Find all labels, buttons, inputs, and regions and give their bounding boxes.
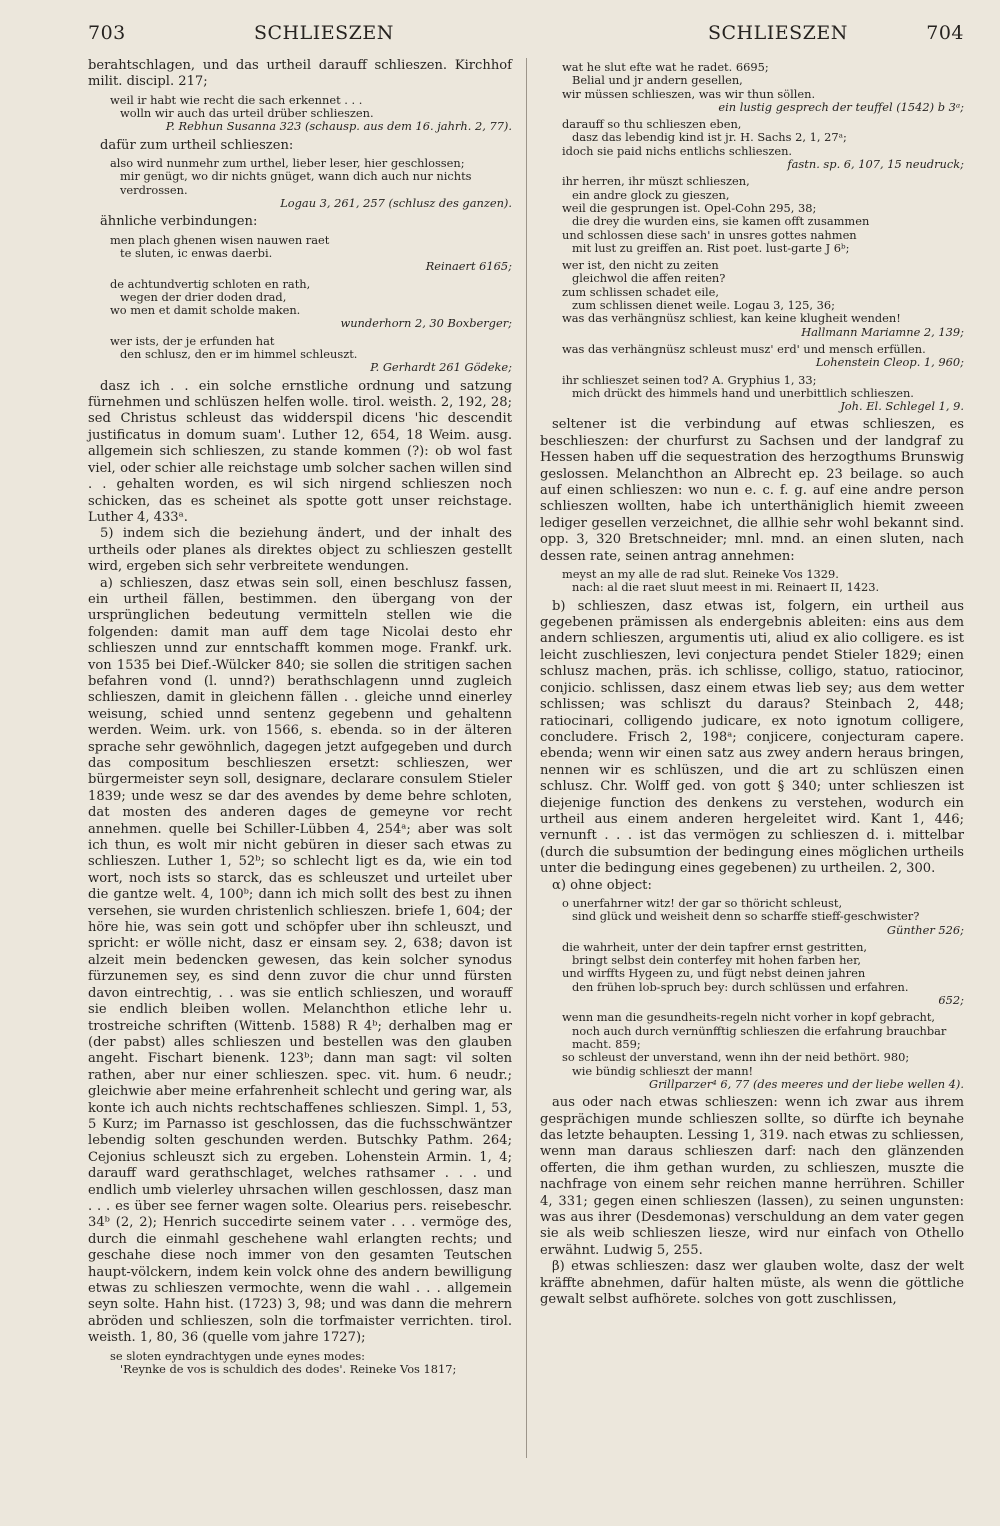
verse-quotation (562, 61, 964, 114)
quotation-line: ihr schlieszet seinen tod? A. Gryphius 1, 33; (562, 372, 817, 387)
entry-paragraph: dafür zum urtheil schlieszen: (100, 137, 294, 153)
quotation-source: Logau 3, 261, 257 (schlusz des ganzen). (280, 196, 512, 210)
quotation-line: und wirffts Hygeen zu, und fügt nebst deinen jahren (562, 966, 866, 981)
quotation-source: fastn. sp. 6, 107, 15 neudruck; (787, 157, 964, 172)
page-number-left: 703 (88, 22, 126, 44)
quotation-line: zum schlissen schadet eile, (562, 284, 719, 299)
verse-quotation (562, 568, 964, 595)
quotation-line: sind glück und weisheit denn so scharffe stieff-geschwister? (572, 909, 920, 924)
quotation-source: P. Rebhun Susanna 323 (schausp. aus dem 16. jahrh. 2, 77). (165, 119, 512, 134)
quotation-line: zum schlissen dienet weile. Logau 3, 125, 36; (572, 298, 835, 313)
quotation-line: wenn man die gesundheits-regeln nicht vorher in kopf gebracht, (562, 1010, 936, 1025)
verse-quotation (562, 343, 964, 370)
quotation-line: wer ists, der je erfunden hat (110, 333, 275, 348)
entry-paragraph: a) schlieszen, dasz etwas sein soll, einen beschlusz fassen, ein urtheil fällen, bestimmen. den übergang von der ursprünglichen bedeutung vermitteln stellen wie die folgenden: damit man auff dem tage Nicolai desto ehr schlieszen unnd zur enntschafft kommen moge. Frankf. urk. von 1535 bei Dief.-Wülcker 840; sie sollen die stritigen sachen befahren vond (l. unnd?) berathschlagenn unnd zugleich schlieszen, damit in gleichenn fällen . . gleiche unnd einerley weisung, schied unnd sentenz gegebenn und gehaltenn werden. Weim. urk. von 1566, s. ebenda. so in der älteren sprache sehr gewöhnlich, dagegen jetzt aufgegeben und durch das compositum beschlieszen ersetzt: schlieszen, wer bürgermeister seyn soll, designare, declarare consulem Stieler 1839; unde wesz se dar des avendes by deme behre schloten, dat mosten des anderen dages de gemeyne vor recht annehmen. quelle bei Schiller-Lübben 4, 254ᵃ; aber was solt ich thun, es wolt mir nicht gebüren in dieser sach etwas zu schlieszen. Luther 1, 52ᵇ; so schlecht ligt es da, wie ein tod wort, noch ists so starck, das es schleuszet und urteilet uber die gantze welt. 4, 100ᵇ; dann ich mich sollt des best zu ihnen versehen, sie wurden christenlich schlieszen. briefe 1, 604; der höre hie, was sein gott und schöpfer uber ihn schleuszt, und spricht: er wölle nicht, dasz er einsam sey. 2, 638; davon ist alzeit mein bedencken gewesen, das kein solcher synodus fürzunemen sey, es sind denn zuvor die chur unnd fürsten davon eintrechtig, . . was sie entlich schlieszen, und worauff sie endlich bleiben wollen. Melanchthon etliche lehr u. trostreiche schriften (Wittenb. 1588) R 4ᵇ; derhalben mag er (der pabst) alles schlieszen und bestellen was den glauben angeht. Fischart bienenk. 123ᵇ; dann man sagt: vil solten rathen, aber nur einer schlieszen. spec. vit. hum. 6 neudr.; gleichwie aber meine erfahrenheit schlecht und gering war, als konte ich auch nichts rechtschaffenes schlieszen. Simpl. 1, 53, 5 Kurz; im Parnasso ist geschlossen, das die fuchsschwäntzer lebendig solten geschunden werden. Butschky Pathm. 264; Cejonius schleuszt sich zu ergeben. Lohenstein Armin. 1, 4; darauff ward gerathschlaget, welches rathsamer . . . und endlich umb vielerley uhrsachen willen geschlossen, dasz man . . . es über see ferner wagen solte. Olearius pers. reisebeschr. 34ᵇ (2, 2); Henrich succedirte seinem vater . . . vermöge des, durch die einmahl geschehene wahl erlangten rechts; und geschahe diese noch immer von den gesamten Teutschen haupt-völckern, indem kein volck ohne des andern bewilligung etwas zu schlieszen vermochte, wenn die wahl . . . allgemein seyn solte. Hahn hist. (1723) 3, 98; und was dann die mehrern abröden und schlieszen, soln die torfmaister verrichten. tirol. weisth. 1, 80, 36 (quelle vom jahre 1727); (88, 575, 512, 1346)
quotation-line: und schlossen diese sach' in unsres gottes nahmen (562, 227, 857, 242)
verse-quotation (562, 897, 964, 937)
quotation-source: Hallmann Mariamne 2, 139; (801, 324, 964, 339)
quotation-line: mit lust zu greiffen an. Rist poet. lust-garte J 6ᵇ; (572, 240, 850, 255)
quotation-line: weil ir habt wie recht die sach erkennet . . . (110, 92, 363, 107)
quotation-line: wer ist, den nicht zu zeiten (562, 258, 719, 273)
quotation-line: Belial und jr andern gesellen, (572, 73, 743, 88)
quotation-line: so schleust der unverstand, wenn ihn der neid bethört. 980; (562, 1050, 910, 1065)
verse-quotation (562, 1011, 964, 1091)
quotation-line: wie bündig schlieszt der mann! (572, 1063, 754, 1078)
quotation-line: was das verhängnüsz schliest, kan keine klugheit wenden! (562, 311, 901, 326)
quotation-source: Reinaert 6165; (425, 259, 512, 274)
quotation-line: mich drückt des himmels hand und unerbittlich schlieszen. (572, 385, 914, 400)
quotation-line: wo men et damit scholde maken. (110, 303, 301, 318)
entry-paragraph: dasz ich . . ein solche ernstliche ordnung und satzung fürnehmen und schlüszen helfen wolle. tirol. weisth. 2, 192, 28; sed Christus schleust das widderspil dicens 'hic descendit justificatus in domum suam'. Luther 12, 654, 18 Weim. ausg. allgemein sich schlieszen, zu stande kommen (?): ob wol fast viel, oder schier alle reichstage umb solcher sachen willen sind . . gehalten worden, es wil sich nirgend schlieszen noch schicken, das es scheinet als spotte gott unser reichstage. Luther 4, 433ᵃ. (88, 378, 512, 525)
quotation-line: noch auch durch vernünfftig schlieszen die erfahrung brauchbar macht. 859; (572, 1023, 947, 1051)
quotation-line: weil die gesprungen ist. Opel-Cohn 295, 38; (562, 200, 817, 215)
quotation-line: 'Reynke de vos is schuldich des dodes'. Reineke Vos 1817; (120, 1361, 457, 1376)
verse-quotation (110, 94, 512, 134)
quotation-source: P. Gerhardt 261 Gödeke; (370, 360, 512, 375)
verse-quotation (562, 941, 964, 1007)
quotation-source: wunderhorn 2, 30 Boxberger; (340, 316, 512, 331)
quotation-line: ihr herren, ihr müszt schlieszen, (562, 174, 750, 189)
bottom-margin (0, 1470, 1000, 1526)
quotation-line: se sloten eyndrachtygen unde eynes modes: (110, 1348, 366, 1363)
entry-paragraph: aus oder nach etwas schlieszen: wenn ich zwar aus ihrem gesprächigen munde schlieszen sollte, so dürfte ich beynahe das letzte behaupten. Lessing 1, 319. nach etwas zu schliessen, wenn man daraus schlieszen darf: nach den glänzenden offerten, die ihm gethan wurden, zu schlieszen, muszte die nachfrage von einem sehr reichen manne herrühren. Schiller 4, 331; gegen einen schlieszen (lassen), zu seinen ungunsten: was aus ihrer (Desdemonas) verschuldung an dem vater gegen sie als weib schlieszen liesze, wird nur einfach von Othello erwähnt. Ludwig 5, 255. (540, 1095, 964, 1258)
quotation-line: mir genügt, wo dir nichts gnüget, wann dich auch nur nichts verdrossen. (120, 169, 472, 197)
quotation-line: die drey die wurden eins, sie kamen offt zusammen (572, 214, 870, 229)
running-headword-right: SCHLIESZEN (708, 22, 848, 44)
quotation-line: gleichwol die affen reiten? (572, 271, 726, 286)
left-column (88, 58, 512, 1380)
quotation-line: dasz das lebendig kind ist jr. H. Sachs 2, 1, 27ᵃ; (572, 130, 847, 145)
quotation-line: o unerfahrner witz! der gar so thöricht schleust, (562, 895, 843, 910)
entry-paragraph: 5) indem sich die beziehung ändert, und der inhalt des urtheils oder planes als direktes object zu schlieszen gestellt wird, ergeben sich sehr verbreitete wendungen. (88, 526, 512, 575)
entry-paragraph: berahtschlagen, und das urtheil darauff schlieszen. Kirchhof milit. discipl. 217; (88, 58, 512, 90)
verse-quotation (110, 234, 512, 274)
quotation-line: de achtundvertig schloten en rath, (110, 276, 311, 291)
quotation-source: Günther 526; (886, 922, 964, 937)
quotation-line: die wahrheit, unter der dein tapfrer ernst gestritten, (562, 939, 868, 954)
verse-quotation (562, 374, 964, 414)
verse-quotation (562, 259, 964, 339)
quotation-line: bringt selbst dein conterfey mit hohen farben her, (572, 953, 861, 968)
verse-quotation (110, 335, 512, 375)
right-column (540, 58, 964, 1308)
entry-paragraph: α) ohne object: (552, 877, 652, 893)
quotation-line: men plach ghenen wisen nauwen raet (110, 232, 330, 247)
quotation-line: wegen der drier doden drad, (120, 289, 287, 304)
page-header (82, 22, 966, 52)
entry-paragraph: ähnliche verbindungen: (100, 214, 258, 230)
verse-quotation (562, 175, 964, 255)
quotation-source: Grillparzer⁴ 6, 77 (des meeres und der liebe wellen 4). (648, 1076, 964, 1091)
verse-quotation (110, 157, 512, 210)
quotation-line: nach: al die raet sluut meest in mi. Reinaert II, 1423. (572, 580, 880, 595)
quotation-line: also wird nunmehr zum urthel, lieber leser, hier geschlossen; (110, 156, 465, 171)
entry-paragraph: seltener ist die verbindung auf etwas schlieszen, es beschlieszen: der churfurst zu Sachsen und der landgraf zu Hessen haben uff die sequestration des herzogthums Brunswig geslossen. Melanchthon an Albrecht ep. 23 beilage. so auch auf einen schlieszen: wo nun e. c. f. g. auf eine andre person schlieszen wollten, habe ich unterthäniglich hiemit zweeen lediger gesellen verzeichnet, die allhie sehr wohl bekannt sind. opp. 3, 320 Bretschneider; mnl. mnd. an einen sluten, nach dessen rate, seinen antrag annehmen: (540, 417, 964, 564)
quotation-line: den schlusz, den er im himmel schleuszt. (120, 347, 358, 362)
page-number-right: 704 (926, 22, 964, 44)
quotation-source: ein lustig gesprech der teuffel (1542) b 3ᵃ; (718, 99, 964, 114)
quotation-line: wolln wir auch das urteil drüber schlieszen. (120, 106, 374, 121)
quotation-line: was das verhängnüsz schleust musz' erd' und mensch erfüllen. (562, 341, 926, 356)
quotation-line: meyst an my alle de rad slut. Reineke Vos 1329. (562, 567, 839, 582)
quotation-line: darauff so thu schlieszen eben, (562, 117, 742, 132)
verse-quotation (562, 118, 964, 171)
entry-paragraph: b) schlieszen, dasz etwas ist, folgern, ein urtheil aus gegebenen prämissen als endergebnis ableiten: eins aus dem andern schlieszen, argumentis uti, aliud ex alio colligere. es ist leicht zuschlieszen, levi conjectura pendet Stieler 1829; einen schlusz machen, präs. ich schlisse, colligo, statuo, ratiocinor, conjicio. schlissen, dasz einem etwas lieb sey; aus dem wetter schlissen; was schliszt du daraus? Steinbach 2, 448; ratiocinari, colligendo judicare, ex noto ignotum colligere, concludere. Frisch 2, 198ᵃ; conjicere, conjecturam capere. ebenda; wenn wir einen satz aus zwey andern heraus bringen, nennen wir es schlüszen, und die art zu schlüszen einen schlusz. Chr. Wolff ged. von gott § 340; unter schlieszen ist diejenige function des denkens zu verstehen, wodurch ein urtheil aus einem anderen hergeleitet wird. Kant 1, 446; vernunft . . . ist das vermögen zu schlieszen d. i. mittelbar (durch die subsumtion der bedingung eines möglichen urtheils unter die bedingung eines gegebenen) zu urtheilen. 2, 300. (540, 598, 964, 877)
entry-paragraph: β) etwas schlieszen: dasz wer glauben wolte, dasz der welt kräffte abnehmen, dafür halten müste, als wenn die göttliche gewalt selbst aufhörete. solches von gott zuschlissen, (540, 1259, 964, 1308)
quotation-line: wir müssen schlieszen, was wir thun söllen. (562, 86, 816, 101)
column-divider (526, 58, 527, 1458)
quotation-line: idoch sie paid nichs entlichs schlieszen. (562, 143, 793, 158)
running-headword-left: SCHLIESZEN (254, 22, 394, 44)
quotation-source: Joh. El. Schlegel 1, 9. (840, 399, 964, 414)
quotation-source: Lohenstein Cleop. 1, 960; (815, 355, 964, 370)
verse-quotation (110, 1350, 512, 1377)
quotation-line: ein andre glock zu gieszen, (572, 187, 730, 202)
quotation-line: te sluten, ic enwas daerbi. (120, 246, 273, 260)
quotation-line: wat he slut efte wat he radet. 6695; (562, 60, 769, 74)
quotation-line: den frühen lob-spruch bey: durch schlüssen und erfahren. (572, 979, 909, 994)
verse-quotation (110, 278, 512, 331)
quotation-source: 652; (938, 993, 964, 1008)
